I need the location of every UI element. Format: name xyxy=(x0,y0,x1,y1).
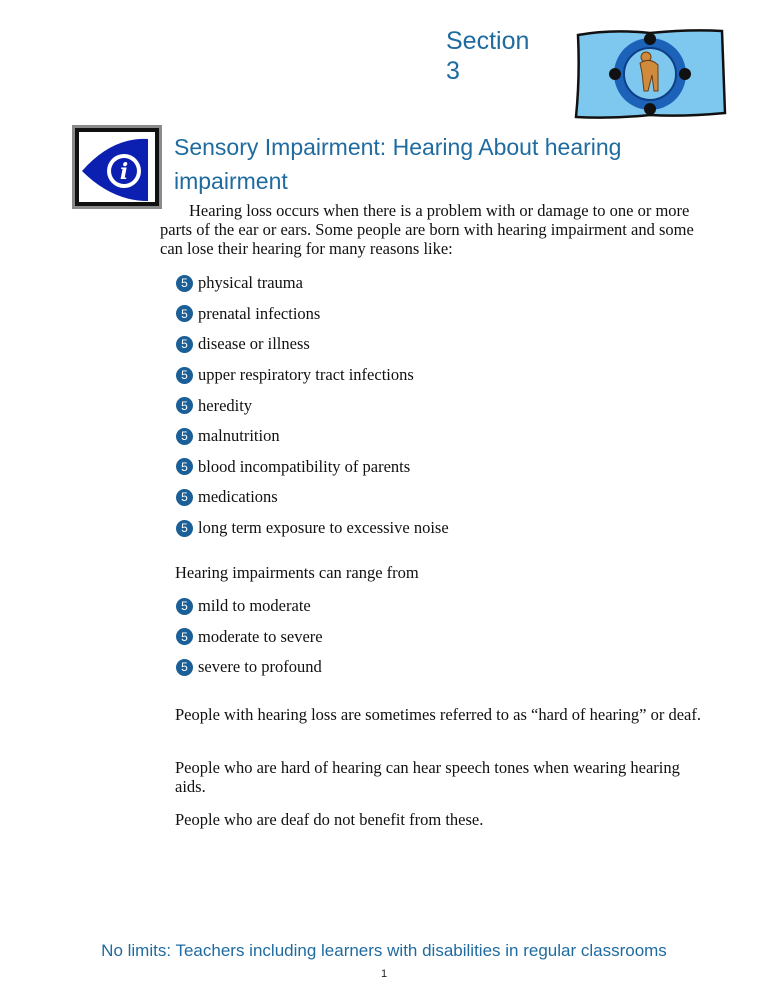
list-item: 5 physical trauma xyxy=(176,268,449,299)
section-label: Section xyxy=(446,27,530,55)
numbered-bullet-icon: 5 xyxy=(176,489,193,506)
ranges-intro: Hearing impairments can range from xyxy=(175,563,419,582)
list-item: 5 prenatal infections xyxy=(176,299,449,330)
list-item: 5 mild to moderate xyxy=(176,591,323,622)
numbered-bullet-icon: 5 xyxy=(176,458,193,475)
ranges-list xyxy=(176,591,323,683)
paragraph-deaf: People who are deaf do not benefit from these. xyxy=(175,810,484,829)
list-item: 5 severe to profound xyxy=(176,652,323,683)
numbered-bullet-icon: 5 xyxy=(176,336,193,353)
numbered-bullet-icon: 5 xyxy=(176,305,193,322)
list-item: 5 disease or illness xyxy=(176,329,449,360)
list-item: 5 long term exposure to excessive noise xyxy=(176,513,449,544)
list-item: 5 upper respiratory tract infections xyxy=(176,360,449,391)
list-item: 5 moderate to severe xyxy=(176,622,323,653)
paragraph-hard-of-hearing: People with hearing loss are sometimes referred to as “hard of hearing” or deaf. xyxy=(175,705,701,724)
section-flag-logo-icon xyxy=(572,27,728,121)
page-number: 1 xyxy=(380,968,388,980)
section-title xyxy=(446,26,529,86)
numbered-bullet-icon: 5 xyxy=(176,275,193,292)
list-item: 5 medications xyxy=(176,482,449,513)
numbered-bullet-icon: 5 xyxy=(176,428,193,445)
numbered-bullet-icon: 5 xyxy=(176,367,193,384)
numbered-bullet-icon: 5 xyxy=(176,520,193,537)
list-item: 5 blood incompatibility of parents xyxy=(176,452,449,483)
paragraph-hearing-aids: People who are hard of hearing can hear speech tones when wearing hearing aids. xyxy=(175,758,680,796)
intro-paragraph: Hearing loss occurs when there is a problem with or damage to one or more parts of the ear or ears. Some people are born with hearing impairment and some can lose their hearing for many reasons like: xyxy=(160,201,694,258)
info-eye-icon xyxy=(72,125,162,209)
list-item: 5 heredity xyxy=(176,390,449,421)
list-item: 5 malnutrition xyxy=(176,421,449,452)
footer-title: No limits: Teachers including learners with disabilities in regular classrooms xyxy=(101,941,667,960)
numbered-bullet-icon: 5 xyxy=(176,598,193,615)
causes-list xyxy=(176,268,449,543)
svg-text:i: i xyxy=(119,159,129,185)
numbered-bullet-icon: 5 xyxy=(176,628,193,645)
section-number: 3 xyxy=(446,57,460,85)
numbered-bullet-icon: 5 xyxy=(176,397,193,414)
numbered-bullet-icon: 5 xyxy=(176,659,193,676)
page-heading: Sensory Impairment: Hearing About hearing impairment xyxy=(174,134,622,194)
